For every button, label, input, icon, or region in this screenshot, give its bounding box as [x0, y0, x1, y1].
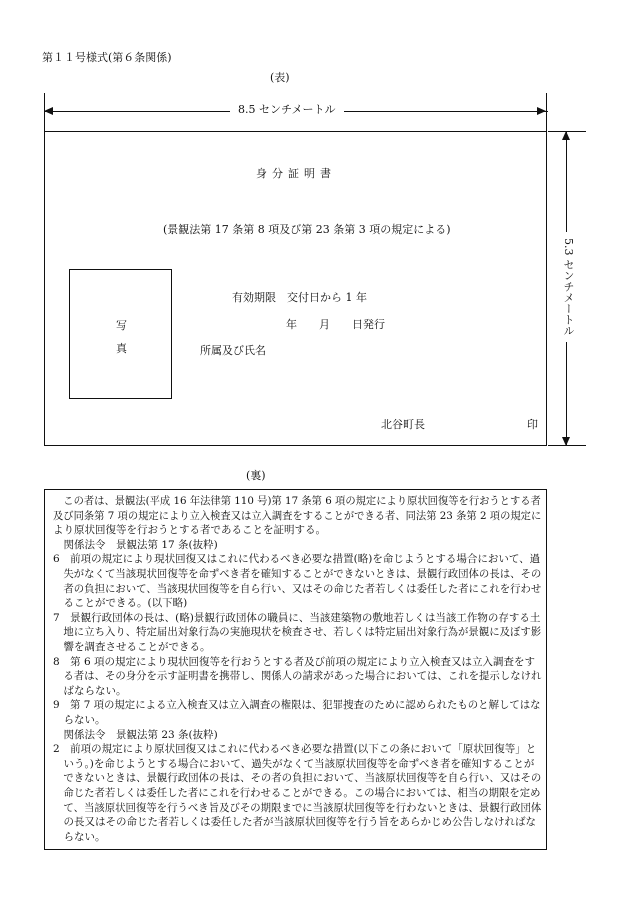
back-text-line: 8 第 6 項の規定により現状回復等を行おうとする者及び前項の規定により立入検査又は立入調査をす: [53, 655, 536, 668]
photo-label-2: 真: [116, 342, 127, 355]
issuer-name: 北谷町長: [381, 418, 425, 431]
back-text-line: らない。: [53, 714, 106, 726]
back-text-line: 及び同条第 7 項の規定により立入検査又は立入調査をすることができる者、同法第 23 条第 2 項の規定に: [53, 509, 542, 522]
back-text-line: 命じた者若しくは委任した者にこれを行わせることができる。この場合においては、相当の期限を定め: [53, 787, 541, 799]
back-text-line: より原状回復等を行おうとする者であることを証明する。: [53, 524, 326, 537]
back-text-line: 9 第 7 項の規定による立入検査又は立入調査の権限は、犯罪捜査のために認められたものと解してはな: [53, 699, 541, 712]
photo-box: [69, 269, 172, 399]
back-text-line: ることができる。(以下略): [53, 597, 188, 610]
back-text-line: 関係法令 景観法第 17 条(抜粋): [53, 538, 218, 551]
back-text-line: て、当該原状回復等を行うべき旨及びその期限までに当該原状回復等を行わないときは、景観行政団体: [53, 801, 542, 814]
arrow-up-icon: [562, 131, 570, 140]
arrow-down-icon: [562, 437, 570, 446]
back-text-line: の長又はその命じた者若しくは委任した者が当該原状回復等を行う旨をあらかじめ公告しなければな: [53, 816, 536, 829]
back-text-line: 7 景観行政団体の長は、(略)景観行政団体の職員に、当該建築物の敷地若しくは当該工作物の存する土: [53, 611, 541, 624]
back-text-line: 者の負担において、当該現状回復等を自ら行い、又はその命じた者若しくは委任した者にこれを行わせ: [53, 582, 542, 595]
back-text-line: できないときは、景観行政団体の長は、その者の負担において、当該原状回復等を自ら行い、又はその: [53, 772, 542, 785]
back-text-line: 失がなくて当該現状回復等を命ずべき者を確知することができないときは、景観行政団体の長は、その: [53, 568, 542, 580]
back-text-line: いう。)を命じようとする場合において、過失がなくて当該原状回復等を命ずべき者を確知することが: [53, 757, 535, 770]
form-number: 第１１号様式(第６条関係): [42, 51, 172, 64]
back-text-line: 関係法令 景観法第 23 条(抜粋): [53, 728, 218, 741]
back-text-line: 響を調査させることができる。: [53, 641, 211, 653]
arrow-right-icon: [537, 107, 546, 115]
card-title: 身分証明書: [256, 167, 336, 180]
back-text-line: る者は、その身分を示す証明書を携帯し、関係人の請求があった場合においては、これを提示しなけれ: [53, 670, 542, 683]
arrow-left-icon: [44, 107, 53, 115]
back-text-line: 2 前項の規定により原状回復又はこれに代わるべき必要な措置(以下この条において「原状回復等」と: [53, 743, 537, 756]
seal-mark: 印: [527, 418, 538, 431]
width-label: 8.5 センチメートル: [230, 104, 344, 115]
back-text-line: 地に立ち入り、特定届出対象行為の実施現状を検査させ、若しくは特定届出対象行為が景観に及ぼす影: [53, 626, 542, 639]
affiliation-name: 所属及び氏名: [200, 344, 266, 357]
validity-period: 有効期限 交付日から 1 年: [232, 291, 367, 304]
back-text-line: 6 前項の規定により現状回復又はこれに代わるべき必要な措置(略)を命じようとする場合において、過: [53, 553, 541, 566]
width-tick-right: [546, 93, 547, 131]
back-text-line: ばならない。: [53, 684, 127, 697]
back-text-line: この者は、景観法(平成 16 年法律第 110 号)第 17 条第 6 項の規定により原状回復等を行おうとする者: [53, 495, 541, 507]
back-side-label: (裏): [246, 469, 266, 482]
photo-label-1: 写: [116, 319, 127, 332]
id-card-back: [44, 489, 547, 850]
height-label: 5.3 センチメートル: [560, 232, 576, 342]
law-reference: (景観法第 17 条第 8 項及び第 23 条第 3 項の規定による): [163, 223, 451, 236]
back-text-line: らない。: [53, 830, 106, 843]
front-side-label: (表): [270, 71, 290, 84]
issue-date: 年 月 日発行: [286, 318, 385, 331]
